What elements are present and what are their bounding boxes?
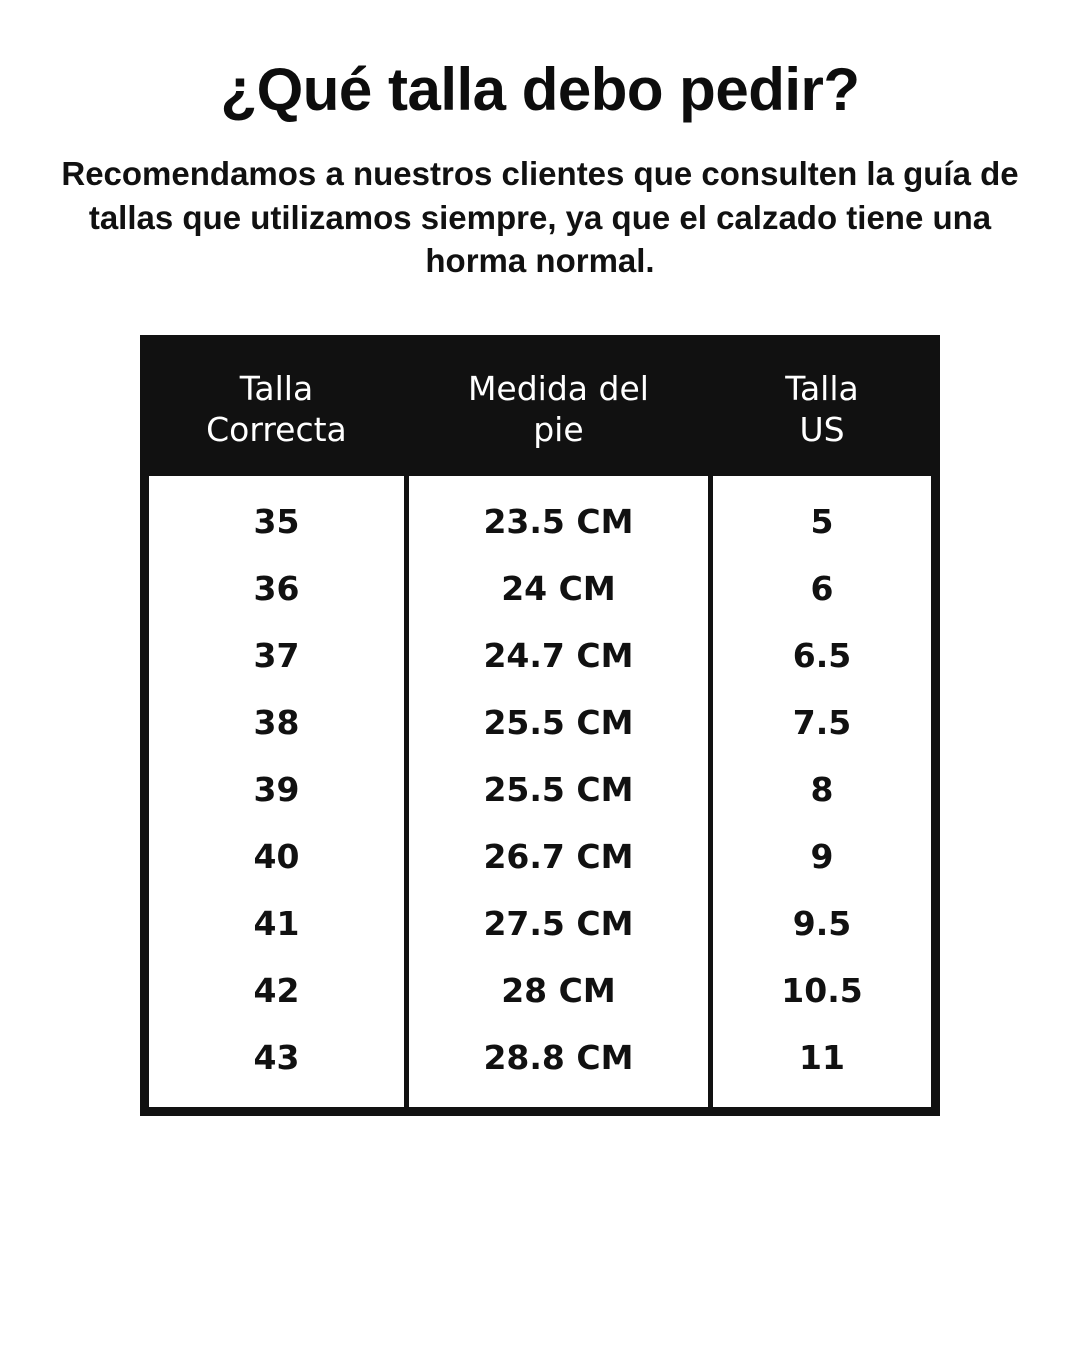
cell-talla-correcta: 42 bbox=[149, 957, 406, 1024]
column-header-medida-del-pie bbox=[406, 344, 710, 477]
table-header-row bbox=[149, 344, 931, 477]
cell-talla-correcta: 41 bbox=[149, 890, 406, 957]
cell-medida-pie: 26.7 CM bbox=[406, 823, 710, 890]
cell-talla-us: 9.5 bbox=[710, 890, 931, 957]
column-header-line-2: pie bbox=[533, 409, 584, 449]
cell-talla-us: 11 bbox=[710, 1024, 931, 1107]
cell-talla-us: 6 bbox=[710, 555, 931, 622]
cell-medida-pie: 28.8 CM bbox=[406, 1024, 710, 1107]
cell-talla-correcta: 36 bbox=[149, 555, 406, 622]
size-table bbox=[149, 344, 931, 1108]
table-row bbox=[149, 890, 931, 957]
table-row bbox=[149, 476, 931, 555]
cell-medida-pie: 27.5 CM bbox=[406, 890, 710, 957]
cell-medida-pie: 24 CM bbox=[406, 555, 710, 622]
column-header-talla-correcta bbox=[149, 344, 406, 477]
table-body bbox=[149, 476, 931, 1107]
cell-medida-pie: 25.5 CM bbox=[406, 756, 710, 823]
column-header-line-1: Medida del bbox=[467, 368, 649, 408]
cell-talla-us: 9 bbox=[710, 823, 931, 890]
cell-talla-us: 5 bbox=[710, 476, 931, 555]
cell-talla-correcta: 38 bbox=[149, 689, 406, 756]
intro-paragraph: Recomendamos a nuestros clientes que consulten la guía de tallas que utilizamos siempre, ya que el calzado tiene una horma normal. bbox=[61, 155, 1019, 280]
cell-medida-pie: 25.5 CM bbox=[406, 689, 710, 756]
cell-talla-us: 7.5 bbox=[710, 689, 931, 756]
cell-talla-us: 8 bbox=[710, 756, 931, 823]
cell-medida-pie: 24.7 CM bbox=[406, 622, 710, 689]
column-header-line-2: US bbox=[799, 409, 845, 449]
table-row bbox=[149, 689, 931, 756]
column-header-line-1: Talla bbox=[239, 368, 314, 408]
cell-talla-us: 10.5 bbox=[710, 957, 931, 1024]
cell-talla-correcta: 39 bbox=[149, 756, 406, 823]
table-row bbox=[149, 823, 931, 890]
table-row bbox=[149, 622, 931, 689]
cell-talla-correcta: 43 bbox=[149, 1024, 406, 1107]
table-row bbox=[149, 957, 931, 1024]
page-title: ¿Qué talla debo pedir? bbox=[220, 56, 860, 123]
cell-medida-pie: 23.5 CM bbox=[406, 476, 710, 555]
cell-talla-us: 6.5 bbox=[710, 622, 931, 689]
column-header-line-2: Correcta bbox=[206, 409, 347, 449]
cell-talla-correcta: 40 bbox=[149, 823, 406, 890]
column-header-line-1: Talla bbox=[785, 368, 859, 408]
table-row bbox=[149, 1024, 931, 1107]
cell-medida-pie: 28 CM bbox=[406, 957, 710, 1024]
cell-talla-correcta: 37 bbox=[149, 622, 406, 689]
table-row bbox=[149, 756, 931, 823]
table-row bbox=[149, 555, 931, 622]
column-header-talla-us bbox=[710, 344, 931, 477]
table-header bbox=[149, 344, 931, 477]
cell-talla-correcta: 35 bbox=[149, 476, 406, 555]
size-chart bbox=[140, 335, 940, 1117]
